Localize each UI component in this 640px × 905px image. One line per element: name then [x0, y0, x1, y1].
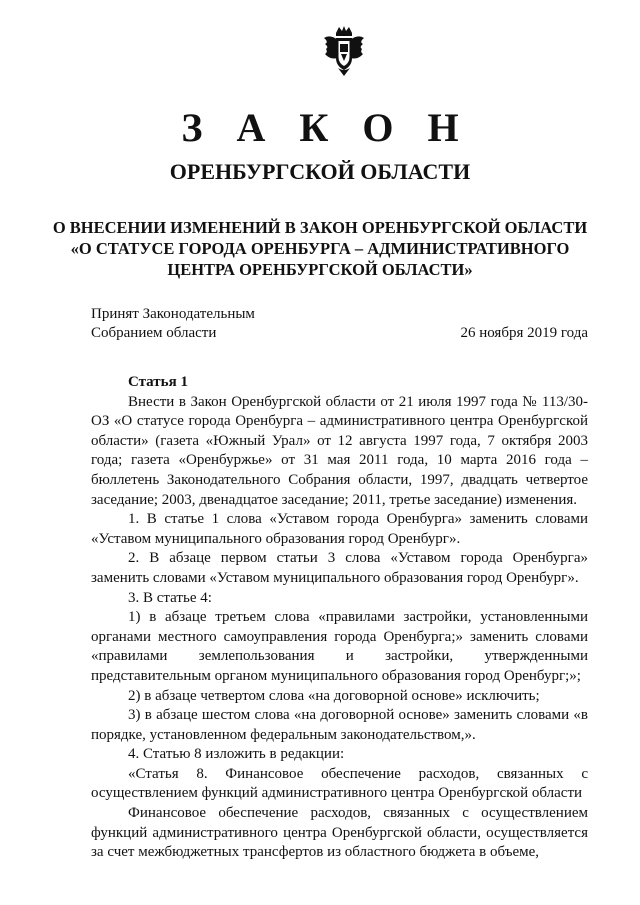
article-paragraph: 4. Статью 8 изложить в редакции:: [128, 746, 345, 763]
adoption-note: [91, 305, 255, 343]
document-subtitle: ОРЕНБУРГСКОЙ ОБЛАСТИ: [169, 159, 471, 184]
document-title: З А К О Н: [181, 105, 471, 150]
adoption-line: Собранием области: [91, 325, 217, 341]
law-heading-line: «О СТАТУСЕ ГОРОДА ОРЕНБУРГА – АДМИНИСТРАТИВНОГО: [70, 239, 570, 258]
article-paragraph: Финансовое обеспечение расходов, связанных с осуществлением функций административного центра Оренбургской области, осуществляется за счет межбюджетных трансфертов из областного бюджета в объеме,: [91, 805, 588, 861]
adoption-line: Принят Законодательным: [91, 306, 255, 322]
article-paragraph: «Статья 8. Финансовое обеспечение расходов, связанных с осуществлением функций административного центра Оренбургской области: [91, 765, 588, 802]
article-title: Статья 1: [128, 374, 188, 390]
article-paragraph: Внести в Закон Оренбургской области от 21 июля 1997 года № 113/30-ОЗ «О статусе города Оренбурга – административного центра Оренбургской области» (газета «Южный Урал» от 12 августа 1997 года, 7 октября 2003 года; газета «Оренбуржье» от 31 мая 2011 года, 10 марта 2016 года – бюллетень Законодательного Собрания области, 1997, двадцать четвертое заседание; 2003, двенадцатое заседание; 2011, третье заседание) изменения.: [91, 393, 588, 508]
article-paragraph: 3) в абзаце шестом слова «на договорной основе» заменить словами «в порядке, установленном федеральным законодательством,».: [91, 707, 588, 743]
article-paragraph: 2. В абзаце первом статьи 3 слова «Уставом города Оренбурга» заменить словами «Уставом муниципального образования город Оренбург».: [91, 550, 588, 586]
law-heading-line: О ВНЕСЕНИИ ИЗМЕНЕНИЙ В ЗАКОН ОРЕНБУРГСКОЙ ОБЛАСТИ: [52, 218, 588, 237]
law-heading-line: ЦЕНТРА ОРЕНБУРГСКОЙ ОБЛАСТИ»: [167, 260, 473, 279]
article-paragraph: 1) в абзаце третьем слова «правилами застройки, установленными органами местного самоуправления города Оренбурга;» заменить словами «правилами землепользования и застройки, утвержденными представительным органом муниципального образования город Оренбург;»;: [91, 609, 588, 684]
article-paragraph: 3. В статье 4:: [128, 589, 212, 606]
article-body: [91, 373, 588, 863]
adoption-date: 26 ноября 2019 года: [460, 325, 588, 341]
article-paragraph: 1. В статье 1 слова «Уставом города Оренбурга» заменить словами «Уставом муниципального образования город Оренбург».: [91, 511, 588, 547]
article-paragraph: 2) в абзаце четвертом слова «на договорной основе» исключить;: [128, 687, 540, 704]
law-heading: [0, 217, 640, 280]
coat-of-arms-icon: [322, 24, 366, 78]
